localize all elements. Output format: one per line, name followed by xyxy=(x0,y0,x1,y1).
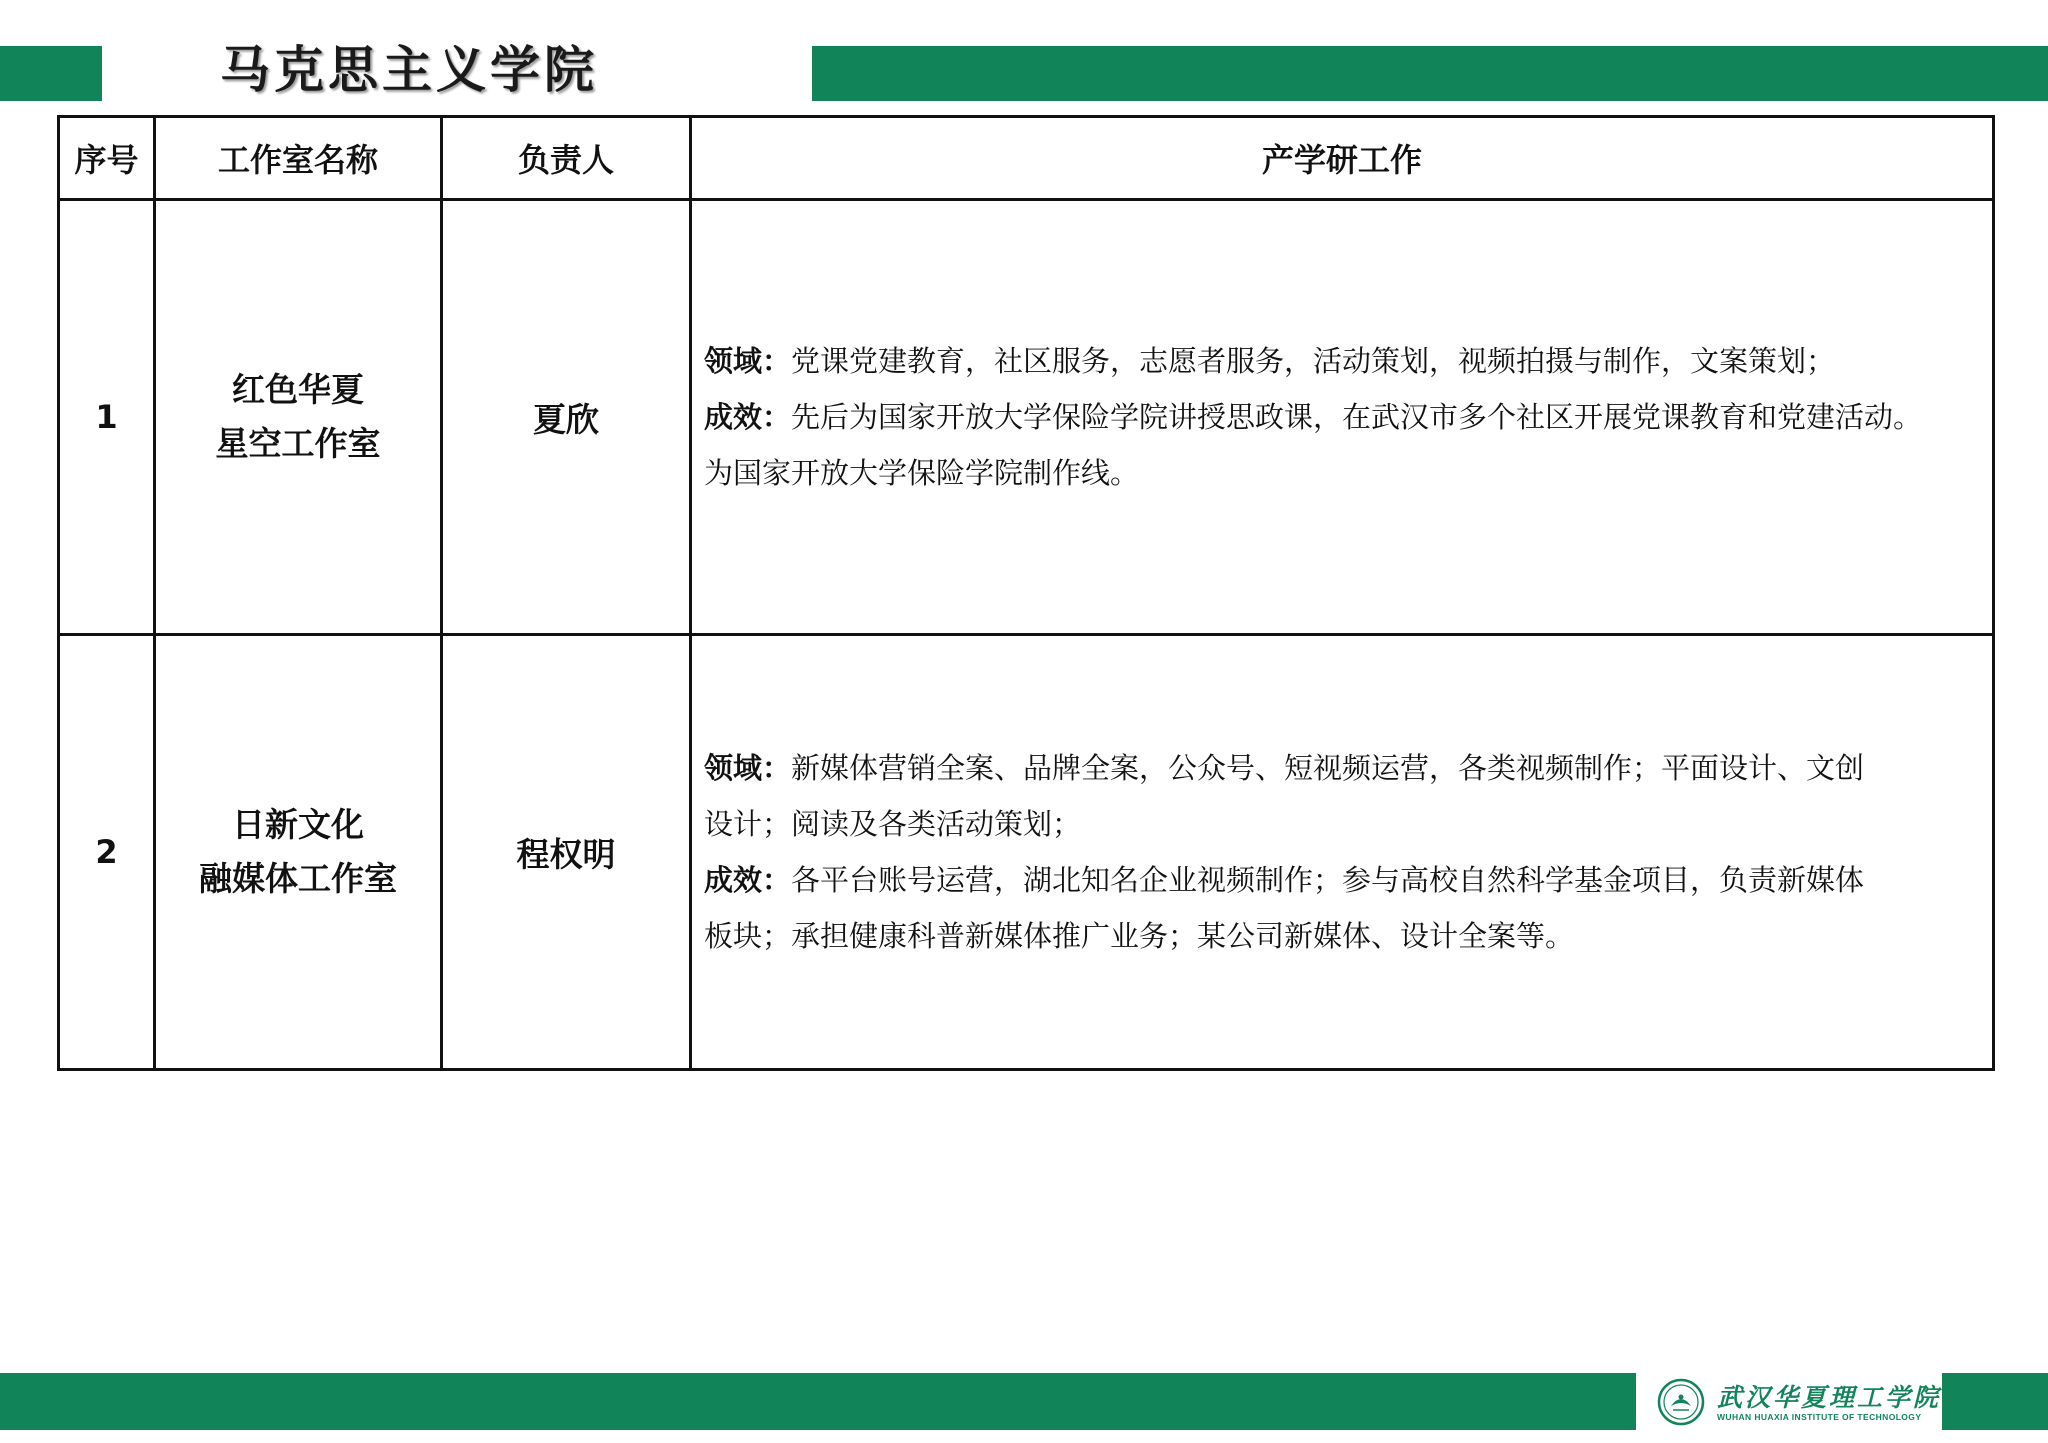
school-seal-icon xyxy=(1657,1378,1705,1426)
row-index: 2 xyxy=(59,635,155,1070)
table-row xyxy=(59,200,1994,635)
row-index: 1 xyxy=(59,200,155,635)
work-field-label: 领域： xyxy=(704,751,792,785)
work-result-label: 成效： xyxy=(704,863,792,897)
school-logo xyxy=(1655,1374,1942,1430)
studio-table xyxy=(57,115,1995,1071)
footer-bar-right xyxy=(1942,1373,2048,1430)
work-result-line: 板块；承担健康科普新媒体推广业务；某公司新媒体、设计全案等。 xyxy=(704,919,1575,953)
header-bar-right xyxy=(812,46,2048,101)
header-bar-left xyxy=(0,46,102,101)
work-result-line: 为国家开放大学保险学院制作线。 xyxy=(704,456,1140,490)
studio-name xyxy=(155,200,442,635)
studio-name xyxy=(155,635,442,1070)
work-result-label: 成效： xyxy=(704,400,792,434)
table-row xyxy=(59,635,1994,1070)
studio-work xyxy=(691,635,1994,1070)
page-title: 马克思主义学院 xyxy=(220,40,598,99)
studio-leader: 程权明 xyxy=(442,635,691,1070)
column-header-studio-name: 工作室名称 xyxy=(155,117,442,200)
work-field-label: 领域： xyxy=(704,344,792,378)
work-field-text: 新媒体营销全案、品牌全案，公众号、短视频运营，各类视频制作；平面设计、文创 xyxy=(791,751,1865,785)
work-field-line xyxy=(704,740,1982,796)
work-field-text: 党课党建教育，社区服务，志愿者服务，活动策划，视频拍摄与制作，文案策划； xyxy=(791,344,1836,378)
work-result-line xyxy=(704,389,1982,445)
studio-work xyxy=(691,200,1994,635)
studio-name-line: 日新文化 xyxy=(232,805,364,844)
column-header-leader: 负责人 xyxy=(442,117,691,200)
column-header-work: 产学研工作 xyxy=(691,117,1994,200)
work-result-text: 各平台账号运营，湖北知名企业视频制作；参与高校自然科学基金项目，负责新媒体 xyxy=(791,863,1865,897)
studio-name-line: 红色华夏 xyxy=(232,370,364,409)
work-result-text: 先后为国家开放大学保险学院讲授思政课，在武汉市多个社区开展党课教育和党建活动。 xyxy=(791,400,1923,434)
studio-leader: 夏欣 xyxy=(442,200,691,635)
footer-bar-left xyxy=(0,1373,1636,1430)
work-field-line: 设计；阅读及各类活动策划； xyxy=(704,807,1082,841)
work-result-line xyxy=(704,852,1982,908)
studio-name-line: 融媒体工作室 xyxy=(199,859,397,898)
studio-name-line: 星空工作室 xyxy=(215,424,381,463)
work-field-line xyxy=(704,333,1982,389)
logo-name: 武汉华夏理工学院 xyxy=(1717,1383,1942,1412)
logo-subtitle: WUHAN HUAXIA INSTITUTE OF TECHNOLOGY xyxy=(1717,1412,1922,1422)
column-header-index: 序号 xyxy=(59,117,155,200)
table-header-row xyxy=(59,117,1994,200)
